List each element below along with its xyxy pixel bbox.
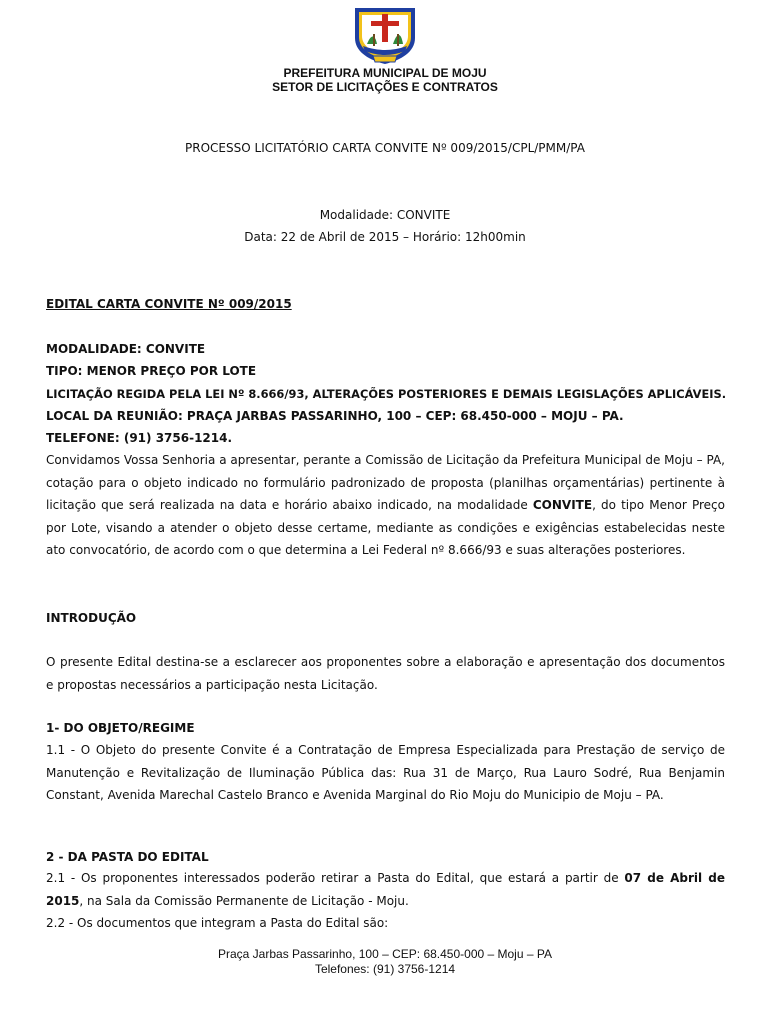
footer-phones: Telefones: (91) 3756-1214 (314, 962, 456, 976)
info-tipo: TIPO: MENOR PREÇO POR LOTE (46, 364, 257, 378)
info-telefone: TELEFONE: (91) 3756-1214. (46, 431, 233, 445)
convite-text-2: , do tipo Menor Preço por Lote, visando a atender o objeto desse certame, mediante as condições e exigências estabelecidas neste ato convocatório, de acordo com o que determina a Lei Federal nº 8.666/93 e suas alterações posteriores. (46, 498, 725, 558)
modalidade-line: Modalidade: CONVITE (319, 208, 451, 222)
header-prefeitura: PREFEITURA MUNICIPAL DE MOJU (283, 66, 487, 80)
section2-title: 2 - DA PASTA DO EDITAL (46, 850, 209, 864)
section1-title: 1- DO OBJETO/REGIME (46, 721, 195, 735)
footer-address: Praça Jarbas Passarinho, 100 – CEP: 68.450-000 – Moju – PA (218, 947, 552, 961)
convite-text-1: Convidamos Vossa Senhoria a apresentar, perante a Comissão de Licitação da Prefeitura Municipal de Moju – PA, cotação para o objeto indicado no formulário padronizado de proposta (planilhas orçamentárias) pertinente à licitação que será realizada na data e horário abaixo indicado, na modalidade (46, 453, 725, 513)
section1-paragraph (46, 739, 725, 807)
section1-text: 1.1 - O Objeto do presente Convite é a Contratação de Empresa Especializada para Prestação de serviço de Manutenção e Revitalização de Iluminação Pública das: Rua 31 de Março, Rua Lauro Sodré, Rua Benjamin Constant, Avenida Marechal Castelo Branco e Avenida Marginal do Rio Moju do Municipio de Moju – PA. (46, 743, 725, 803)
introducao-text: O presente Edital destina-se a esclarecer aos proponentes sobre a elaboração e apresentação dos documentos e propostas necessários a participação nesta Licitação. (46, 655, 725, 692)
section2-paragraph (46, 867, 725, 935)
section2-item1-text-2: , na Sala da Comissão Permanente de Licitação - Moju. (79, 893, 409, 908)
municipal-crest-icon (349, 4, 421, 66)
process-title: PROCESSO LICITATÓRIO CARTA CONVITE Nº 009/2015/CPL/PMM/PA (185, 141, 585, 155)
header-setor: SETOR DE LICITAÇÕES E CONTRATOS (272, 80, 498, 94)
section2-item1-text-1: 2.1 - Os proponentes interessados poderão retirar a Pasta do Edital, que estará a partir de (46, 871, 625, 885)
introducao-title: INTRODUÇÃO (46, 611, 137, 625)
info-modalidade: MODALIDADE: CONVITE (46, 342, 206, 356)
introducao-paragraph (46, 651, 725, 696)
section2-item1-bold: 07 de Abril de 2015 (46, 871, 725, 908)
section2-item2: 2.2 - Os documentos que integram a Pasta do Edital são: (46, 916, 389, 931)
data-line: Data: 22 de Abril de 2015 – Horário: 12h00min (244, 230, 526, 244)
convite-paragraph (46, 449, 725, 562)
info-local: LOCAL DA REUNIÃO: PRAÇA JARBAS PASSARINHO, 100 – CEP: 68.450-000 – MOJU – PA. (46, 409, 624, 423)
convite-bold: CONVITE (532, 498, 593, 513)
edital-title: EDITAL CARTA CONVITE Nº 009/2015 (46, 297, 292, 311)
info-lei: LICITAÇÃO REGIDA PELA LEI Nº 8.666/93, ALTERAÇÕES POSTERIORES E DEMAIS LEGISLAÇÕES APLICÁVEIS. (46, 387, 727, 401)
